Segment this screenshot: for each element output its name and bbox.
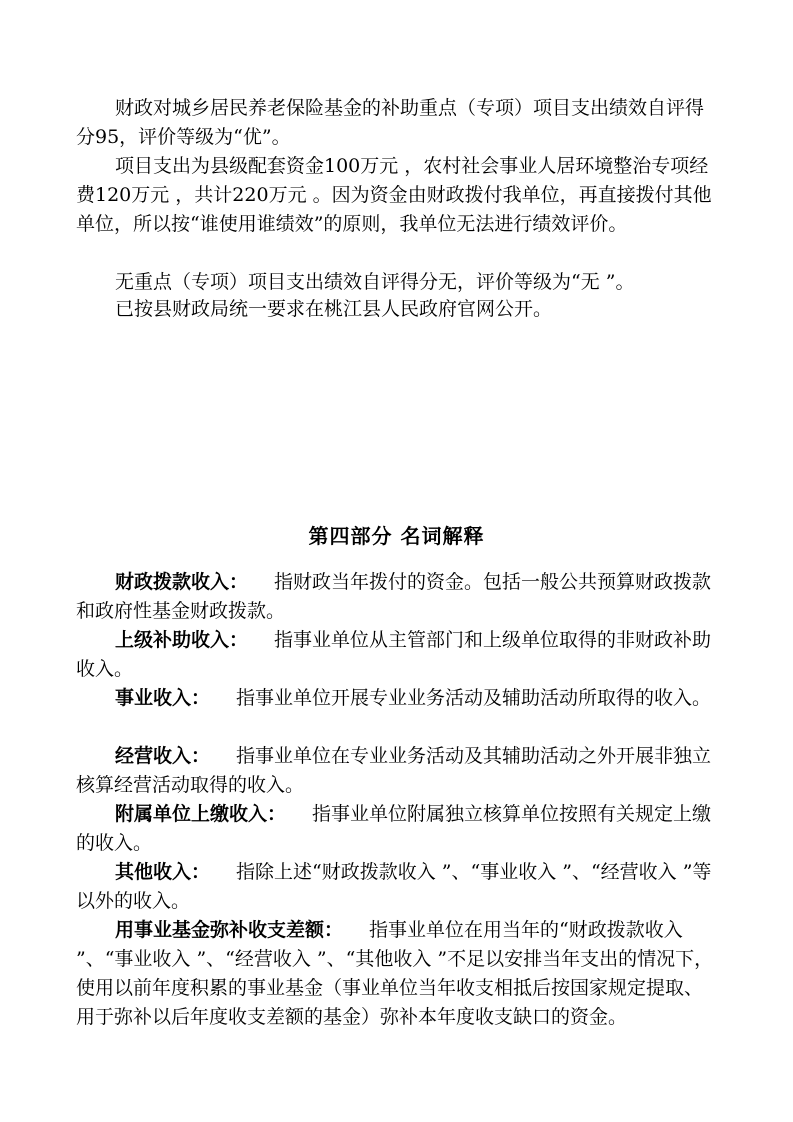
term-label: 财政拨款收入： bbox=[115, 571, 249, 593]
term-definition: 指事业单位在用当年的“财政拨款收入 ”、“事业收入 ”、“经营收入 ”、“其他收入 ”不足以安排当年支出的情况下，使用以前年度积累的事业基金（事业单位当年收支相抵后按国家规定提取、用于弥补以后年度收支差额的基金）弥补本年度收支缺口的资金。 bbox=[76, 919, 714, 1028]
term-label: 附属单位上缴收入： bbox=[115, 803, 287, 825]
term-label: 其他收入： bbox=[115, 861, 211, 883]
paragraph-no-key-project: 无重点（专项）项目支出绩效自评得分无，评价等级为“无 ”。 bbox=[115, 271, 635, 293]
term-definition: 指事业单位从主管部门和上级单位取得的非财政补助收入。 bbox=[76, 629, 712, 680]
term-definition: 指财政当年拨付的资金。包括一般公共预算财政拨款和政府性基金财政拨款。 bbox=[76, 571, 712, 622]
term-label: 事业收入： bbox=[115, 687, 211, 709]
term-definition: 指事业单位在专业业务活动及其辅助活动之外开展非独立核算经营活动取得的收入。 bbox=[76, 745, 712, 796]
term-other-income bbox=[76, 858, 716, 916]
term-business-fund-offset bbox=[76, 916, 716, 1032]
paragraph-self-eval-score: 财政对城乡居民养老保险基金的补助重点（专项）项目支出绩效自评得分95，评价等级为“优”。 bbox=[76, 97, 705, 148]
term-label: 经营收入： bbox=[115, 745, 211, 767]
term-label: 用事业基金弥补收支差额： bbox=[115, 919, 344, 941]
paragraph-public-disclosure: 已按县财政局统一要求在桃江县人民政府官网公开。 bbox=[115, 298, 553, 320]
term-definition: 指除上述“财政拨款收入 ”、“事业收入 ”、“经营收入 ”等以外的收入。 bbox=[76, 861, 712, 912]
term-fiscal-appropriation bbox=[76, 568, 716, 626]
term-business-income bbox=[76, 684, 716, 713]
term-definition: 指事业单位附属独立核算单位按照有关规定上缴的收入。 bbox=[76, 803, 712, 854]
paragraph-project-expenditure: 项目支出为县级配套资金100万元 ，农村社会事业人居环境整治专项经费120万元 ，共计220万元 。因为资金由财政拨付我单位，再直接拨付其他单位，所以按“谁使用谁绩效”的原则，我单位无法进行绩效评价。 bbox=[76, 155, 712, 235]
term-superior-subsidy bbox=[76, 626, 716, 684]
term-label: 上级补助收入： bbox=[115, 629, 249, 651]
term-definition: 指事业单位开展专业业务活动及辅助活动所取得的收入。 bbox=[236, 687, 712, 709]
term-operating-income bbox=[76, 742, 716, 800]
term-affiliated-unit-income bbox=[76, 800, 716, 858]
section-heading: 第四部分 名词解释 bbox=[308, 524, 485, 548]
